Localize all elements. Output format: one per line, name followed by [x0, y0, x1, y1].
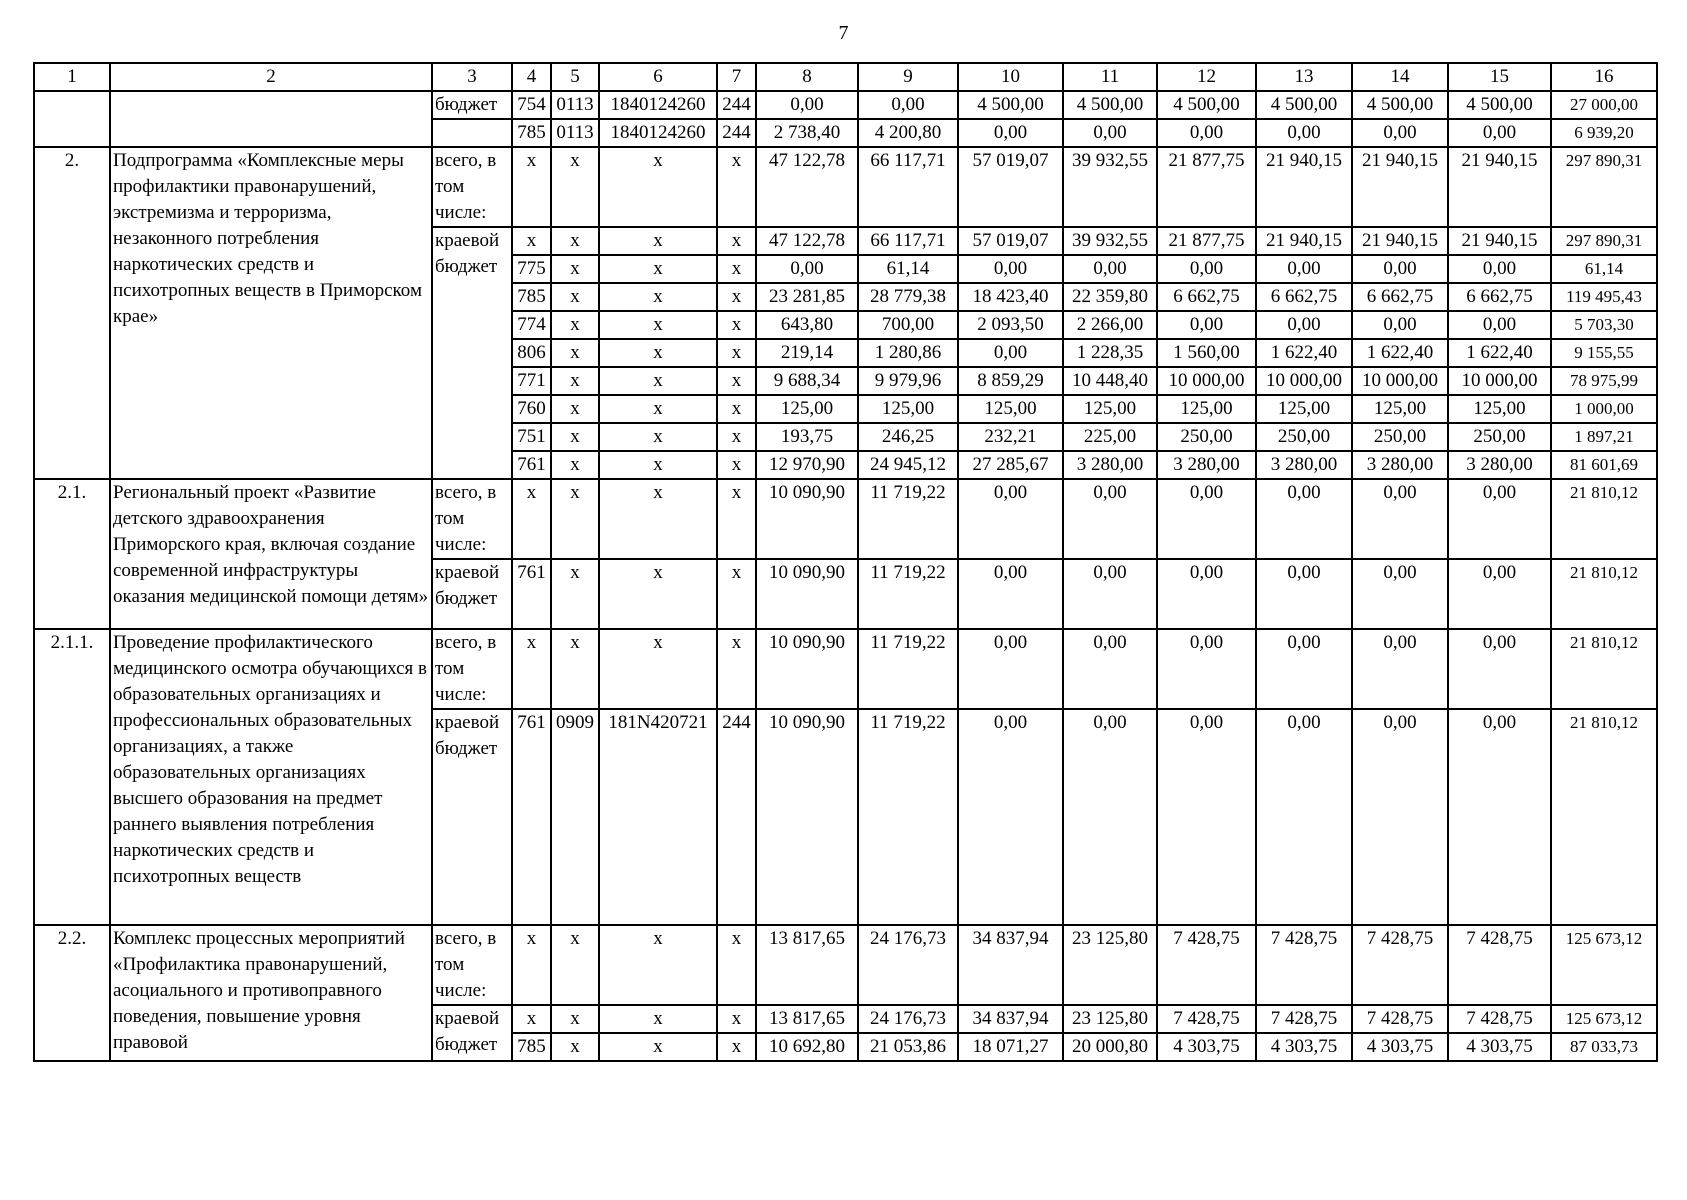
amount-cell: 39 932,55: [1063, 147, 1157, 227]
col5-cell: x: [551, 451, 599, 479]
amount-cell: 125 673,12: [1551, 1005, 1657, 1033]
amount-cell: 0,00: [958, 559, 1063, 629]
budget-label-cell: краевой бюджет: [432, 1005, 512, 1061]
amount-cell: 4 500,00: [958, 91, 1063, 119]
col7-cell: x: [717, 629, 756, 709]
amount-cell: 21 053,86: [858, 1033, 958, 1061]
header-cell: 9: [858, 63, 958, 91]
amount-cell: 21 940,15: [1352, 147, 1448, 227]
amount-cell: 6 662,75: [1352, 283, 1448, 311]
amount-cell: 0,00: [1448, 311, 1551, 339]
header-cell: 1: [34, 63, 110, 91]
amount-cell: 10 448,40: [1063, 367, 1157, 395]
amount-cell: 9 155,55: [1551, 339, 1657, 367]
amount-cell: 0,00: [958, 255, 1063, 283]
amount-cell: 4 500,00: [1352, 91, 1448, 119]
amount-cell: 0,00: [1448, 119, 1551, 147]
amount-cell: 0,00: [756, 91, 858, 119]
col6-cell: x: [599, 227, 717, 255]
col5-cell: x: [551, 311, 599, 339]
amount-cell: 6 662,75: [1448, 283, 1551, 311]
amount-cell: 66 117,71: [858, 147, 958, 227]
header-cell: 6: [599, 63, 717, 91]
amount-cell: 643,80: [756, 311, 858, 339]
amount-cell: 7 428,75: [1256, 925, 1352, 1005]
amount-cell: 6 662,75: [1157, 283, 1256, 311]
col4-cell: x: [512, 147, 551, 227]
amount-cell: 250,00: [1256, 423, 1352, 451]
amount-cell: 23 281,85: [756, 283, 858, 311]
amount-cell: 0,00: [1063, 559, 1157, 629]
amount-cell: 21 940,15: [1256, 147, 1352, 227]
col5-cell: 0909: [551, 709, 599, 925]
amount-cell: 8 859,29: [958, 367, 1063, 395]
amount-cell: 24 176,73: [858, 1005, 958, 1033]
amount-cell: 4 303,75: [1157, 1033, 1256, 1061]
col4-cell: 761: [512, 559, 551, 629]
header-cell: 16: [1551, 63, 1657, 91]
table-row: [34, 925, 1657, 1005]
table-row: [34, 629, 1657, 709]
amount-cell: 10 090,90: [756, 479, 858, 559]
col5-cell: x: [551, 147, 599, 227]
col5-cell: x: [551, 227, 599, 255]
amount-cell: 3 280,00: [1063, 451, 1157, 479]
amount-cell: 21 940,15: [1448, 147, 1551, 227]
amount-cell: 297 890,31: [1551, 147, 1657, 227]
amount-cell: 21 940,15: [1352, 227, 1448, 255]
amount-cell: 5 703,30: [1551, 311, 1657, 339]
amount-cell: 11 719,22: [858, 559, 958, 629]
amount-cell: 0,00: [958, 629, 1063, 709]
amount-cell: 2 093,50: [958, 311, 1063, 339]
amount-cell: 1 622,40: [1352, 339, 1448, 367]
amount-cell: 0,00: [1157, 559, 1256, 629]
amount-cell: 125,00: [1256, 395, 1352, 423]
col6-cell: x: [599, 559, 717, 629]
amount-cell: 21 810,12: [1551, 479, 1657, 559]
col4-cell: 785: [512, 283, 551, 311]
header-cell: 2: [110, 63, 432, 91]
col7-cell: x: [717, 925, 756, 1005]
total-label-cell: всего, в том числе:: [432, 925, 512, 1005]
item-name-cell: Проведение профилактического медицинского осмотра обучающихся в образовательных организациях и профессиональных образовательных организациях, а также образовательных организациях высшего образования на предмет раннего выявления потребления наркотических средств и психотропных веществ: [110, 629, 432, 925]
col6-cell: x: [599, 423, 717, 451]
col7-cell: x: [717, 255, 756, 283]
amount-cell: 27 000,00: [1551, 91, 1657, 119]
amount-cell: 297 890,31: [1551, 227, 1657, 255]
amount-cell: 0,00: [958, 479, 1063, 559]
amount-cell: 250,00: [1157, 423, 1256, 451]
amount-cell: 66 117,71: [858, 227, 958, 255]
col5-cell: x: [551, 925, 599, 1005]
col6-cell: 1840124260: [599, 91, 717, 119]
amount-cell: 0,00: [1157, 709, 1256, 925]
amount-cell: 11 719,22: [858, 709, 958, 925]
amount-cell: 0,00: [1352, 559, 1448, 629]
item-number-cell: 2.2.: [34, 925, 110, 1061]
amount-cell: 10 000,00: [1256, 367, 1352, 395]
header-cell: 7: [717, 63, 756, 91]
amount-cell: 0,00: [1063, 255, 1157, 283]
col6-cell: 1840124260: [599, 119, 717, 147]
col5-cell: x: [551, 629, 599, 709]
amount-cell: 21 940,15: [1256, 227, 1352, 255]
header-cell: 12: [1157, 63, 1256, 91]
amount-cell: 7 428,75: [1157, 925, 1256, 1005]
amount-cell: 13 817,65: [756, 1005, 858, 1033]
amount-cell: 39 932,55: [1063, 227, 1157, 255]
amount-cell: 1 622,40: [1448, 339, 1551, 367]
amount-cell: 2 738,40: [756, 119, 858, 147]
amount-cell: 7 428,75: [1256, 1005, 1352, 1033]
amount-cell: 0,00: [1063, 629, 1157, 709]
amount-cell: 28 779,38: [858, 283, 958, 311]
col6-cell: x: [599, 311, 717, 339]
amount-cell: 11 719,22: [858, 629, 958, 709]
col4-cell: x: [512, 1005, 551, 1033]
amount-cell: 3 280,00: [1448, 451, 1551, 479]
amount-cell: 4 303,75: [1448, 1033, 1551, 1061]
col7-cell: x: [717, 1005, 756, 1033]
amount-cell: 10 090,90: [756, 629, 858, 709]
amount-cell: 10 000,00: [1157, 367, 1256, 395]
amount-cell: 4 500,00: [1448, 91, 1551, 119]
col6-cell: x: [599, 395, 717, 423]
budget-label-cell: краевой бюджет: [432, 227, 512, 479]
page-number: 7: [838, 22, 849, 44]
col6-cell: x: [599, 367, 717, 395]
col7-cell: x: [717, 367, 756, 395]
amount-cell: 0,00: [1256, 311, 1352, 339]
amount-cell: 4 500,00: [1063, 91, 1157, 119]
col7-cell: x: [717, 451, 756, 479]
amount-cell: 0,00: [1256, 709, 1352, 925]
item-number-cell: 2.1.: [34, 479, 110, 629]
amount-cell: 47 122,78: [756, 227, 858, 255]
col7-cell: 244: [717, 709, 756, 925]
col6-cell: x: [599, 255, 717, 283]
table-row: [34, 91, 1657, 119]
amount-cell: 0,00: [1352, 629, 1448, 709]
col7-cell: x: [717, 559, 756, 629]
col5-cell: x: [551, 423, 599, 451]
col7-cell: x: [717, 283, 756, 311]
amount-cell: 0,00: [1352, 255, 1448, 283]
col5-cell: x: [551, 559, 599, 629]
col4-cell: 751: [512, 423, 551, 451]
col6-cell: x: [599, 479, 717, 559]
amount-cell: 24 176,73: [858, 925, 958, 1005]
col7-cell: x: [717, 479, 756, 559]
amount-cell: 0,00: [1352, 119, 1448, 147]
amount-cell: 0,00: [1256, 479, 1352, 559]
amount-cell: 87 033,73: [1551, 1033, 1657, 1061]
amount-cell: 1 560,00: [1157, 339, 1256, 367]
col7-cell: x: [717, 1033, 756, 1061]
amount-cell: 0,00: [1157, 479, 1256, 559]
col4-cell: 785: [512, 1033, 551, 1061]
amount-cell: 21 877,75: [1157, 147, 1256, 227]
header-cell: 13: [1256, 63, 1352, 91]
amount-cell: 6 662,75: [1256, 283, 1352, 311]
amount-cell: 0,00: [1157, 119, 1256, 147]
amount-cell: 225,00: [1063, 423, 1157, 451]
amount-cell: 11 719,22: [858, 479, 958, 559]
col6-cell: x: [599, 925, 717, 1005]
item-number-cell: [34, 91, 110, 147]
amount-cell: 0,00: [1448, 559, 1551, 629]
header-cell: 8: [756, 63, 858, 91]
col6-cell: x: [599, 147, 717, 227]
amount-cell: 219,14: [756, 339, 858, 367]
amount-cell: 27 285,67: [958, 451, 1063, 479]
amount-cell: 57 019,07: [958, 147, 1063, 227]
item-name-cell: Региональный проект «Развитие детского здравоохранения Приморского края, включая создание современной инфраструктуры оказания медицинской помощи детям»: [110, 479, 432, 629]
table-row: [34, 147, 1657, 227]
amount-cell: 81 601,69: [1551, 451, 1657, 479]
amount-cell: 57 019,07: [958, 227, 1063, 255]
total-label-cell: всего, в том числе:: [432, 479, 512, 559]
col7-cell: x: [717, 339, 756, 367]
amount-cell: 9 688,34: [756, 367, 858, 395]
amount-cell: 0,00: [958, 339, 1063, 367]
amount-cell: 18 071,27: [958, 1033, 1063, 1061]
amount-cell: 3 280,00: [1256, 451, 1352, 479]
amount-cell: 0,00: [958, 119, 1063, 147]
col5-cell: x: [551, 395, 599, 423]
amount-cell: 119 495,43: [1551, 283, 1657, 311]
item-name-cell: Комплекс процессных мероприятий «Профилактика правонарушений, асоциального и противоправного поведения, повышение уровня правовой: [110, 925, 432, 1061]
col4-cell: 771: [512, 367, 551, 395]
amount-cell: 34 837,94: [958, 925, 1063, 1005]
amount-cell: 3 280,00: [1352, 451, 1448, 479]
item-number-cell: 2.: [34, 147, 110, 479]
amount-cell: 10 692,80: [756, 1033, 858, 1061]
col4-cell: 775: [512, 255, 551, 283]
col7-cell: x: [717, 227, 756, 255]
amount-cell: 0,00: [858, 91, 958, 119]
col5-cell: x: [551, 479, 599, 559]
amount-cell: 1 897,21: [1551, 423, 1657, 451]
amount-cell: 125,00: [1448, 395, 1551, 423]
amount-cell: 125,00: [858, 395, 958, 423]
col4-cell: 785: [512, 119, 551, 147]
amount-cell: 7 428,75: [1448, 925, 1551, 1005]
amount-cell: 700,00: [858, 311, 958, 339]
item-name-cell: [110, 91, 432, 147]
amount-cell: 34 837,94: [958, 1005, 1063, 1033]
amount-cell: 0,00: [1448, 255, 1551, 283]
total-label-cell: всего, в том числе:: [432, 147, 512, 227]
col6-cell: x: [599, 1005, 717, 1033]
amount-cell: 0,00: [1448, 629, 1551, 709]
budget-table: [33, 62, 1658, 1062]
source-cell: [432, 119, 512, 147]
amount-cell: 12 970,90: [756, 451, 858, 479]
amount-cell: 0,00: [1256, 629, 1352, 709]
budget-label-cell: краевой бюджет: [432, 709, 512, 925]
header-cell: 11: [1063, 63, 1157, 91]
amount-cell: 61,14: [1551, 255, 1657, 283]
col7-cell: 244: [717, 119, 756, 147]
header-cell: 15: [1448, 63, 1551, 91]
amount-cell: 0,00: [1352, 709, 1448, 925]
amount-cell: 250,00: [1352, 423, 1448, 451]
amount-cell: 78 975,99: [1551, 367, 1657, 395]
table-row: [34, 479, 1657, 559]
col5-cell: x: [551, 367, 599, 395]
amount-cell: 7 428,75: [1157, 1005, 1256, 1033]
amount-cell: 4 500,00: [1157, 91, 1256, 119]
amount-cell: 0,00: [1448, 479, 1551, 559]
amount-cell: 21 940,15: [1448, 227, 1551, 255]
amount-cell: 232,21: [958, 423, 1063, 451]
amount-cell: 0,00: [1157, 311, 1256, 339]
amount-cell: 125 673,12: [1551, 925, 1657, 1005]
amount-cell: 0,00: [1352, 311, 1448, 339]
amount-cell: 13 817,65: [756, 925, 858, 1005]
col7-cell: x: [717, 147, 756, 227]
header-cell: 3: [432, 63, 512, 91]
amount-cell: 21 810,12: [1551, 559, 1657, 629]
amount-cell: 10 000,00: [1448, 367, 1551, 395]
amount-cell: 1 622,40: [1256, 339, 1352, 367]
amount-cell: 246,25: [858, 423, 958, 451]
amount-cell: 21 810,12: [1551, 709, 1657, 925]
amount-cell: 23 125,80: [1063, 1005, 1157, 1033]
col6-cell: x: [599, 1033, 717, 1061]
amount-cell: 125,00: [1157, 395, 1256, 423]
col4-cell: x: [512, 629, 551, 709]
amount-cell: 1 280,86: [858, 339, 958, 367]
amount-cell: 125,00: [756, 395, 858, 423]
header-cell: 5: [551, 63, 599, 91]
item-number-cell: 2.1.1.: [34, 629, 110, 925]
col6-cell: x: [599, 283, 717, 311]
amount-cell: 21 810,12: [1551, 629, 1657, 709]
amount-cell: 21 877,75: [1157, 227, 1256, 255]
amount-cell: 0,00: [1063, 119, 1157, 147]
amount-cell: 20 000,80: [1063, 1033, 1157, 1061]
amount-cell: 0,00: [958, 709, 1063, 925]
amount-cell: 10 090,90: [756, 559, 858, 629]
amount-cell: 10 000,00: [1352, 367, 1448, 395]
amount-cell: 0,00: [1352, 479, 1448, 559]
header-row: [34, 63, 1657, 91]
amount-cell: 4 303,75: [1352, 1033, 1448, 1061]
amount-cell: 3 280,00: [1157, 451, 1256, 479]
col5-cell: x: [551, 339, 599, 367]
col7-cell: 244: [717, 91, 756, 119]
amount-cell: 0,00: [1063, 479, 1157, 559]
col5-cell: x: [551, 255, 599, 283]
amount-cell: 0,00: [1157, 255, 1256, 283]
col7-cell: x: [717, 395, 756, 423]
col4-cell: 806: [512, 339, 551, 367]
amount-cell: 1 228,35: [1063, 339, 1157, 367]
amount-cell: 0,00: [1256, 255, 1352, 283]
col6-cell: 181N420721: [599, 709, 717, 925]
amount-cell: 4 303,75: [1256, 1033, 1352, 1061]
amount-cell: 7 428,75: [1352, 925, 1448, 1005]
amount-cell: 7 428,75: [1448, 1005, 1551, 1033]
amount-cell: 4 500,00: [1256, 91, 1352, 119]
col4-cell: x: [512, 925, 551, 1005]
amount-cell: 0,00: [1448, 709, 1551, 925]
amount-cell: 193,75: [756, 423, 858, 451]
col5-cell: 0113: [551, 91, 599, 119]
amount-cell: 0,00: [756, 255, 858, 283]
amount-cell: 1 000,00: [1551, 395, 1657, 423]
amount-cell: 23 125,80: [1063, 925, 1157, 1005]
col5-cell: x: [551, 1005, 599, 1033]
header-cell: 10: [958, 63, 1063, 91]
col7-cell: x: [717, 423, 756, 451]
col4-cell: 760: [512, 395, 551, 423]
amount-cell: 125,00: [1063, 395, 1157, 423]
amount-cell: 61,14: [858, 255, 958, 283]
item-name-cell: Подпрограмма «Комплексные меры профилактики правонарушений, экстремизма и терроризма, незаконного потребления наркотических средств и психотропных веществ в Приморском крае»: [110, 147, 432, 479]
col4-cell: 761: [512, 451, 551, 479]
col6-cell: x: [599, 451, 717, 479]
budget-label-cell: краевой бюджет: [432, 559, 512, 629]
amount-cell: 7 428,75: [1352, 1005, 1448, 1033]
col4-cell: 754: [512, 91, 551, 119]
amount-cell: 125,00: [1352, 395, 1448, 423]
amount-cell: 4 200,80: [858, 119, 958, 147]
amount-cell: 9 979,96: [858, 367, 958, 395]
header-cell: 14: [1352, 63, 1448, 91]
amount-cell: 0,00: [1063, 709, 1157, 925]
amount-cell: 6 939,20: [1551, 119, 1657, 147]
amount-cell: 0,00: [1256, 119, 1352, 147]
amount-cell: 24 945,12: [858, 451, 958, 479]
source-cell: бюджет: [432, 91, 512, 119]
col4-cell: x: [512, 227, 551, 255]
col5-cell: x: [551, 283, 599, 311]
amount-cell: 250,00: [1448, 423, 1551, 451]
amount-cell: 0,00: [1157, 629, 1256, 709]
col6-cell: x: [599, 339, 717, 367]
col5-cell: x: [551, 1033, 599, 1061]
col4-cell: x: [512, 479, 551, 559]
col4-cell: 761: [512, 709, 551, 925]
total-label-cell: всего, в том числе:: [432, 629, 512, 709]
col6-cell: x: [599, 629, 717, 709]
amount-cell: 10 090,90: [756, 709, 858, 925]
amount-cell: 125,00: [958, 395, 1063, 423]
col7-cell: x: [717, 311, 756, 339]
header-cell: 4: [512, 63, 551, 91]
col4-cell: 774: [512, 311, 551, 339]
amount-cell: 0,00: [1256, 559, 1352, 629]
amount-cell: 18 423,40: [958, 283, 1063, 311]
amount-cell: 47 122,78: [756, 147, 858, 227]
col5-cell: 0113: [551, 119, 599, 147]
amount-cell: 2 266,00: [1063, 311, 1157, 339]
amount-cell: 22 359,80: [1063, 283, 1157, 311]
